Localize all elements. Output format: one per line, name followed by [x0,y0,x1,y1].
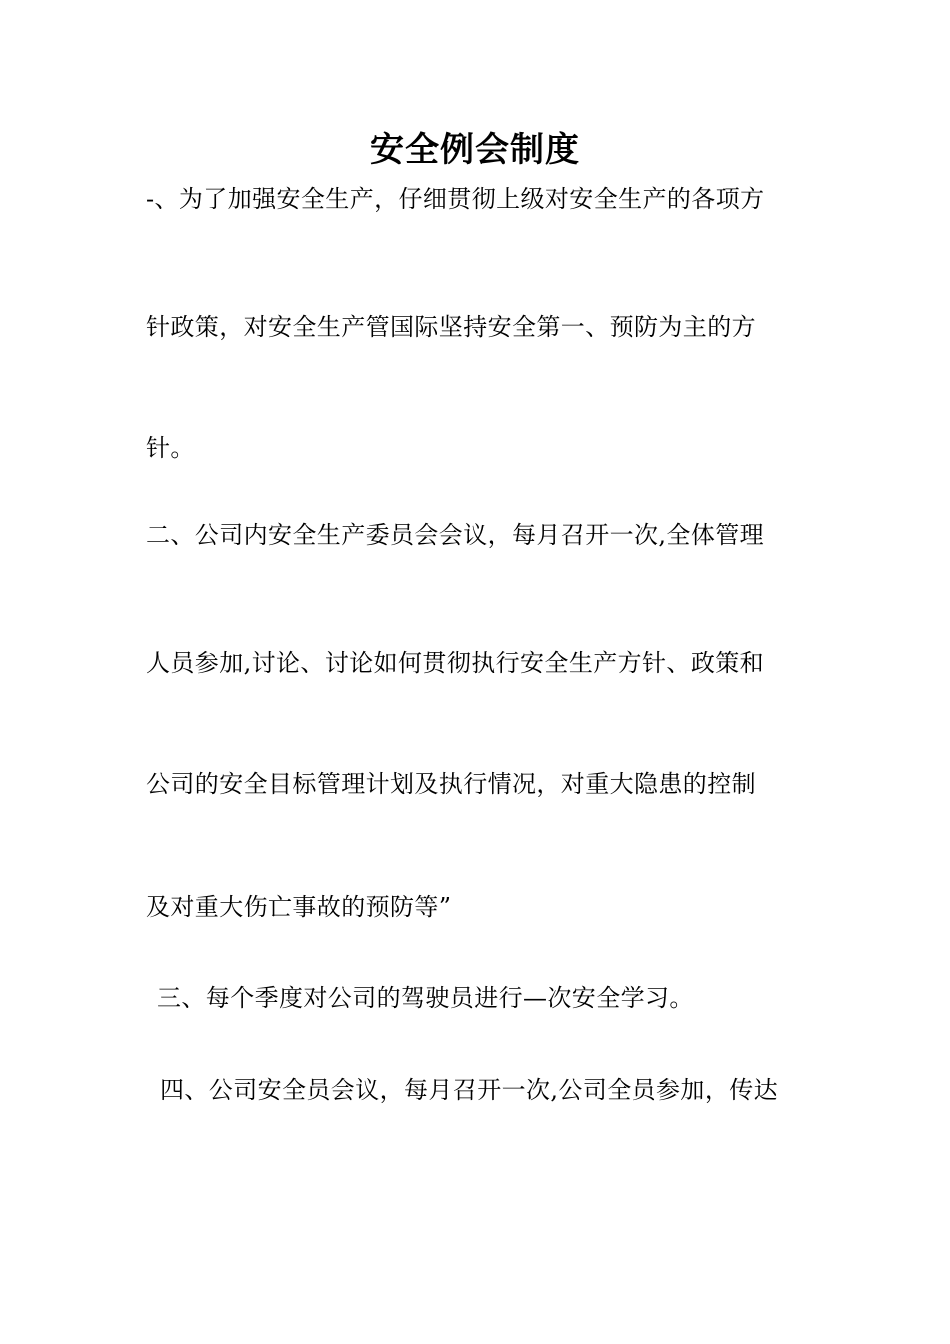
paragraph-2-line-2: 人员参加,讨论、讨论如何贯彻执行安全生产方针、政策和 [146,649,765,677]
paragraph-2-line-1: 二、公司内安全生产委员会会议，每月召开一次,全体管理 [146,521,765,549]
paragraph-1-line-2: 针政策，对安全生产管国际坚持安全第一、预防为主的方 [146,313,756,341]
paragraph-1-line-1: -、为了加强安全生产，仔细贯彻上级对安全生产的各项方 [146,185,765,213]
paragraph-4-line-1: 四、公司安全员会议，每月召开一次,公司全员参加，传达 [160,1076,779,1104]
paragraph-2-line-3: 公司的安全目标管理计划及执行情况，对重大隐患的控制 [146,770,756,798]
document-title: 安全例会制度 [370,130,580,170]
paragraph-1-line-3: 针。 [146,434,195,462]
paragraph-3-line-1: 三、每个季度对公司的驾驶员进行—次安全学习。 [157,984,694,1012]
paragraph-2-line-4: 及对重大伤亡事故的预防等” [146,893,452,921]
